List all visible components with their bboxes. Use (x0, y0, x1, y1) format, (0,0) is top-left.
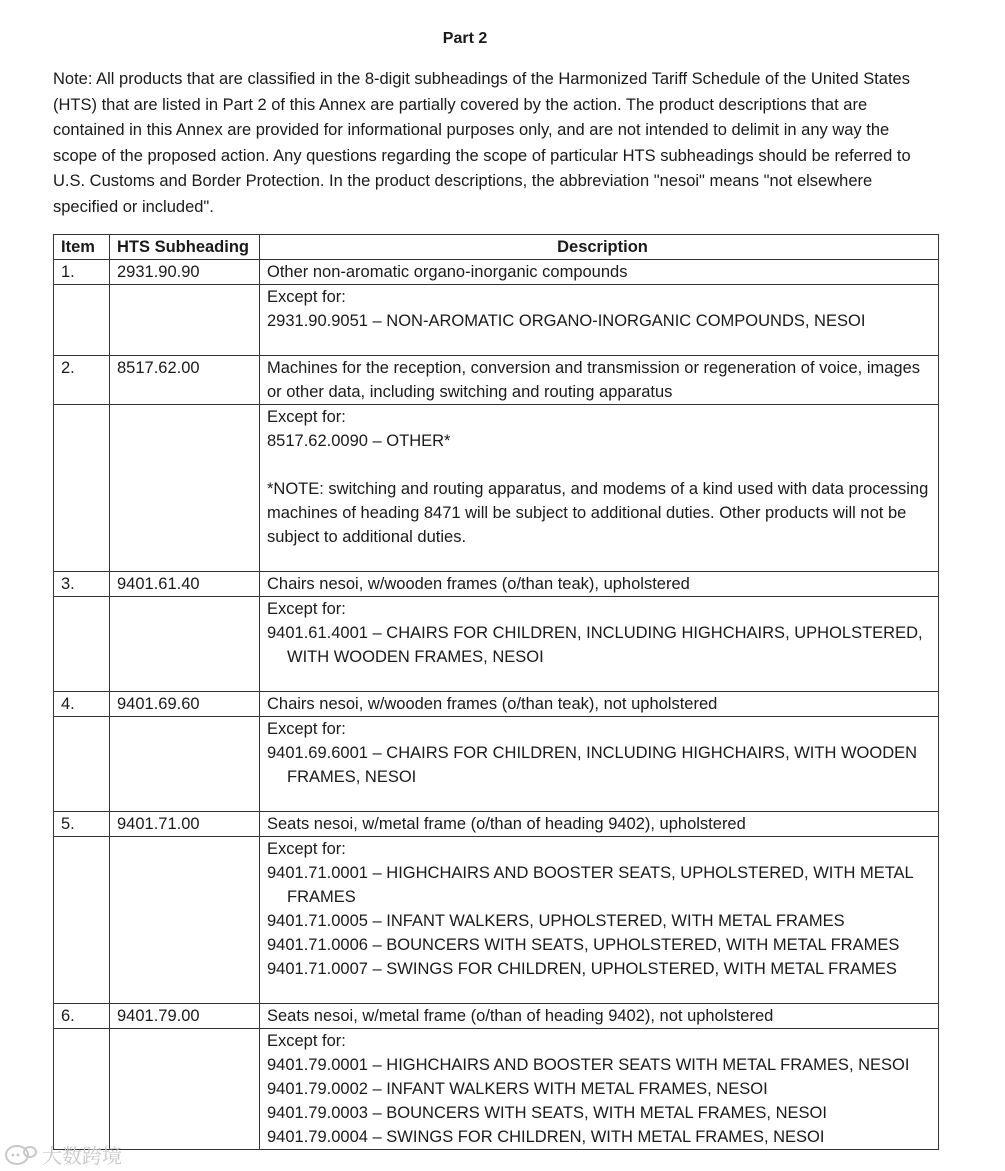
hts-code: 9401.71.00 (110, 812, 260, 837)
item-number: 3. (54, 572, 110, 597)
exception-row (54, 285, 939, 356)
except-label: Except for: (267, 408, 346, 426)
except-label: Except for: (267, 600, 346, 618)
empty-cell (54, 285, 110, 356)
exception-cell (260, 837, 939, 1004)
except-label: Except for: (267, 840, 346, 858)
item-number: 2. (54, 356, 110, 405)
exception-cell (260, 285, 939, 356)
exception-item: 9401.79.0002 – INFANT WALKERS WITH METAL FRAMES, NESOI (267, 1080, 768, 1098)
hts-code: 9401.61.40 (110, 572, 260, 597)
empty-cell (110, 717, 260, 812)
empty-cell (110, 1029, 260, 1150)
empty-cell (54, 597, 110, 692)
empty-cell (54, 405, 110, 572)
except-label: Except for: (267, 288, 346, 306)
exception-item: 9401.61.4001 – CHAIRS FOR CHILDREN, INCLUDING HIGHCHAIRS, UPHOLSTERED, WITH WOODEN FRAMES, NESOI (267, 624, 923, 666)
empty-cell (54, 837, 110, 1004)
exception-item: 9401.71.0006 – BOUNCERS WITH SEATS, UPHOLSTERED, WITH METAL FRAMES (267, 936, 900, 954)
table-row (54, 692, 939, 717)
empty-cell (110, 285, 260, 356)
exception-note: *NOTE: switching and routing apparatus, and modems of a kind used with data processing machines of heading 8471 will be subject to additional duties. Other products will not be subject to additional duties. (267, 480, 929, 546)
header-item: Item (54, 235, 110, 260)
exception-item: 2931.90.9051 – NON-AROMATIC ORGANO-INORGANIC COMPOUNDS, NESOI (267, 312, 866, 330)
exception-cell (260, 1029, 939, 1150)
table-body (54, 260, 939, 1150)
exception-item: 9401.79.0004 – SWINGS FOR CHILDREN, WITH METAL FRAMES, NESOI (267, 1128, 825, 1146)
table-row (54, 572, 939, 597)
annex-note: Note: All products that are classified in the 8-digit subheadings of the Harmonized Tariff Schedule of the United States (HTS) that are listed in Part 2 of this Annex are partially covered by the action. The product descriptions that are contained in this Annex are provided for informational purposes only, and are not intended to delimit in any way the scope of the proposed action. Any questions regarding the scope of particular HTS subheadings should be referred to U.S. Customs and Border Protection. In the product descriptions, the abbreviation "nesoi" means "not elsewhere specified or included". (53, 70, 911, 216)
item-number: 1. (54, 260, 110, 285)
table-row (54, 356, 939, 405)
table-row (54, 1004, 939, 1029)
exception-row (54, 597, 939, 692)
empty-cell (54, 717, 110, 812)
hts-code: 2931.90.90 (110, 260, 260, 285)
item-number: 4. (54, 692, 110, 717)
exception-cell (260, 597, 939, 692)
hts-code: 8517.62.00 (110, 356, 260, 405)
exception-row (54, 717, 939, 812)
hts-code: 9401.69.60 (110, 692, 260, 717)
header-hts-subheading: HTS Subheading (110, 235, 260, 260)
exception-item: 9401.69.6001 – CHAIRS FOR CHILDREN, INCLUDING HIGHCHAIRS, WITH WOODEN FRAMES, NESOI (267, 744, 918, 786)
description: Chairs nesoi, w/wooden frames (o/than teak), upholstered (260, 572, 939, 597)
exception-row (54, 837, 939, 1004)
item-number: 5. (54, 812, 110, 837)
empty-cell (110, 597, 260, 692)
chat-bubble-icon (4, 1143, 38, 1167)
description: Other non-aromatic organo-inorganic compounds (260, 260, 939, 285)
description: Seats nesoi, w/metal frame (o/than of heading 9402), not upholstered (260, 1004, 939, 1029)
exception-item: 9401.71.0001 – HIGHCHAIRS AND BOOSTER SEATS, UPHOLSTERED, WITH METAL FRAMES (267, 864, 914, 906)
description: Machines for the reception, conversion and transmission or regeneration of voice, images or other data, including switching and routing apparatus (260, 356, 939, 405)
except-label: Except for: (267, 720, 346, 738)
exception-cell (260, 405, 939, 572)
exception-item: 9401.71.0007 – SWINGS FOR CHILDREN, UPHOLSTERED, WITH METAL FRAMES (267, 960, 897, 978)
empty-cell (54, 1029, 110, 1150)
table-row (54, 260, 939, 285)
empty-cell (110, 837, 260, 1004)
table-row (54, 812, 939, 837)
watermark-text: 大数跨境 (42, 1144, 122, 1168)
exception-item: 9401.71.0005 – INFANT WALKERS, UPHOLSTERED, WITH METAL FRAMES (267, 912, 845, 930)
empty-cell (110, 405, 260, 572)
exception-item: 9401.79.0001 – HIGHCHAIRS AND BOOSTER SEATS WITH METAL FRAMES, NESOI (267, 1056, 910, 1074)
header-description: Description (260, 235, 939, 260)
except-label: Except for: (267, 1032, 346, 1050)
tariff-table (53, 234, 939, 1150)
watermark (4, 1140, 122, 1169)
hts-code: 9401.79.00 (110, 1004, 260, 1029)
exception-row (54, 1029, 939, 1150)
description: Seats nesoi, w/metal frame (o/than of heading 9402), upholstered (260, 812, 939, 837)
exception-row (54, 405, 939, 572)
item-number: 6. (54, 1004, 110, 1029)
table-header-row (54, 235, 939, 260)
exception-item: 9401.79.0003 – BOUNCERS WITH SEATS, WITH METAL FRAMES, NESOI (267, 1104, 827, 1122)
exception-item: 8517.62.0090 – OTHER* (267, 432, 451, 450)
page-title: Part 2 (442, 30, 488, 47)
description: Chairs nesoi, w/wooden frames (o/than teak), not upholstered (260, 692, 939, 717)
exception-cell (260, 717, 939, 812)
